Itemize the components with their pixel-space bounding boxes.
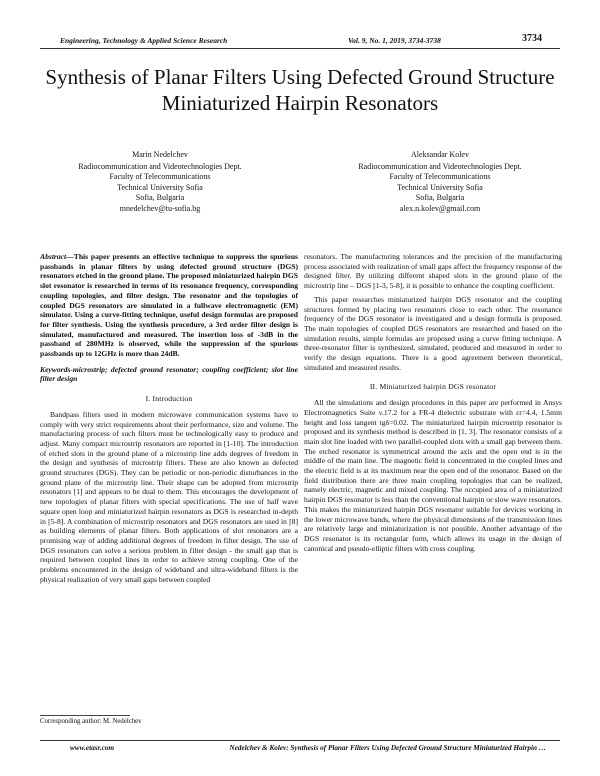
paper-title: Synthesis of Planar Filters Using Defected Ground Structure Miniaturized Hairpin Resonators [45,65,555,115]
author-name: Marin Nedelchev [132,150,188,159]
author-block-1 [35,150,285,214]
section-heading-resonator: II. Miniaturized hairpin DGS resonator [369,382,497,392]
section-heading-introduction: I. Introduction [145,394,193,404]
footer-rule [40,740,560,741]
abstract-label: Abstract [40,252,67,261]
author-name: Aleksandar Kolev [411,150,469,159]
author-affiliation: Faculty of Telecommunications [389,172,491,181]
header-rule [40,48,560,49]
author-affiliation: Radiocommunication and Videotechnologies Dept. [358,161,522,171]
journal-url[interactable]: www.etasr.com [70,744,115,752]
author-location: Sofia, Bulgaria [135,193,185,202]
citation-line: Nedelchev & Kolev: Synthesis of Planar Filters Using Defected Ground Structure Miniaturized Hairpin … [229,744,546,752]
volume-info: Vol. 9, No. 1, 2019, 3734-3738 [348,36,441,45]
abstract [40,252,298,359]
left-column [40,252,298,589]
author-email: mnedelchev@tu-sofia.bg [119,203,201,213]
author-affiliation: Radiocommunication and Videotechnologies Dept. [78,161,242,171]
corresponding-author-note: Corresponding author: M. Nedelchev [40,718,142,725]
paragraph: This paper researches miniaturized hairpin DGS resonator and the coupling structures formed by placing two resonators close to each other. The resonance frequency of the DGS resonator is investigated and a design formula is proposed. The main topologies of coupled DGS resonators are researched and based on the simulation results, simple formulas are proposed using a curve fitting technique. A three-resonator filter is synthesized, simulated, produced and measured in order to verify the design equations. There is a good agreement between theoretical, simulated and measured results. [304,294,562,372]
author-location: Sofia, Bulgaria [415,193,465,202]
footnote-rule [40,715,130,716]
page-number: 3734 [522,33,542,44]
paragraph: All the simulations and design procedures in this paper are performed in Ansys Electromagnetics Suite v.17.2 for a FR-4 dielectric substrate with εr=4.4, 1.5mm height and loss tangent tgδ=0.02. The miniaturized hairpin microstrip resonator is proposed and its synthesis method is described in [1, 3]. The resonator consists of a main slot line loaded with two parallel-coupled slots with a small gap between them. The etched resonator is symmetrical around the axis and the open end is in the middle of the main line. The magnetic field is concentrated in the coupled lines and the electric field is at its maximum near the open end of the resonator. Based on the field distribution there are three main coupling topologies that can be realized, namely electric, magnetic and mixed coupling. The occupied area of a miniaturized hairpin DGS resonator is less than the conventional hairpin or slow wave resonators. This makes the miniaturized hairpin DGS resonator suitable for devices working in the lower microwave bands, where the physical dimensions of the transmission lines are relatively large and miniaturization is not possible. Another advantage of the DGS resonator is its rectangular form, which allows its usage in the design of canonical and pseudo-elliptic filters with cross coupling. [304,398,562,553]
author-affiliation: Technical University Sofia [117,182,203,192]
author-block-2 [315,150,565,214]
author-affiliation: Technical University Sofia [397,182,483,192]
paragraph: Bandpass filters used in modern microwave communication systems have to comply with very strict requirements about their performance, size and volume. The manufacturing process of such filters must be technologically easy to produce and adjust. Many compact microstrip resonators are reported in [1-10]. The introduction of etched slots in the ground plane of a microstrip line adds degrees of freedom in the design and synthesis of microstrip filters. These are also known as defected ground structures (DGS). They can be periodic or non-periodic disturbances in the ground plane of the microstrip line. Their shape can be adopted from microstrip resonators [1] and appears to be dual to them. This encourages the development of new topologies of planar filters with special specifications. The use of half wave square open loop and miniaturized hairpin resonators as DGS is researched in-depth in [5-8]. A combination of microstrip resonators and DGS resonators are used in [8] as building elements of planar filters. Both applications of slot resonators are a promising way of adding additional degrees of freedom in filter design. The use of DGS resonators can solve a serious problem in filter design - the small gap that is required between coupled lines in order to achieve strong coupling. One of the problems encountered in the design of wideband and ultra-wideband filters is the physical realization of very small gaps between coupled [40,409,298,584]
journal-name: Engineering, Technology & Applied Science Research [60,36,228,45]
author-email: alex.n.kolev@gmail.com [399,203,481,213]
author-affiliation: Faculty of Telecommunications [109,172,211,181]
right-column [304,252,562,557]
running-header [40,34,560,48]
abstract-text: —This paper presents an effective technique to suppress the spurious passbands in planar filters by using defected ground structure (DGS) resonators etched in the ground plane. The proposed miniaturized hairpin DGS slot resonator is researched in terms of its resonance frequency, corresponding coupling topologies, and filter design. The resonator and the topologies of coupled DGS resonators are simulated in a fullwave electromagnetic (EM) simulator. Using a curve-fitting technique, useful design formulas are proposed for filter synthesis. Using the synthesis procedure, a 3rd order filter design is simulated, manufactured and measured. The insertion loss of -3dB in the passband of 280MHz is observed, while the suppression of the spurious passbands up to 12GHz is more than 24dB. [40,252,298,359]
keywords: Keywords-microstrip; defected ground resonator; coupling coefficient; slot line filter design [40,364,298,384]
paragraph: resonators. The manufacturing tolerances and the precision of the manufacturing process associated with realization of small gaps affect the frequency response of the designed filter. By utilizing different shaped slots in the ground plane of the microstrip line – DGS [1-3, 5-8], it is possible to enhance the coupling coefficient. [304,252,562,291]
